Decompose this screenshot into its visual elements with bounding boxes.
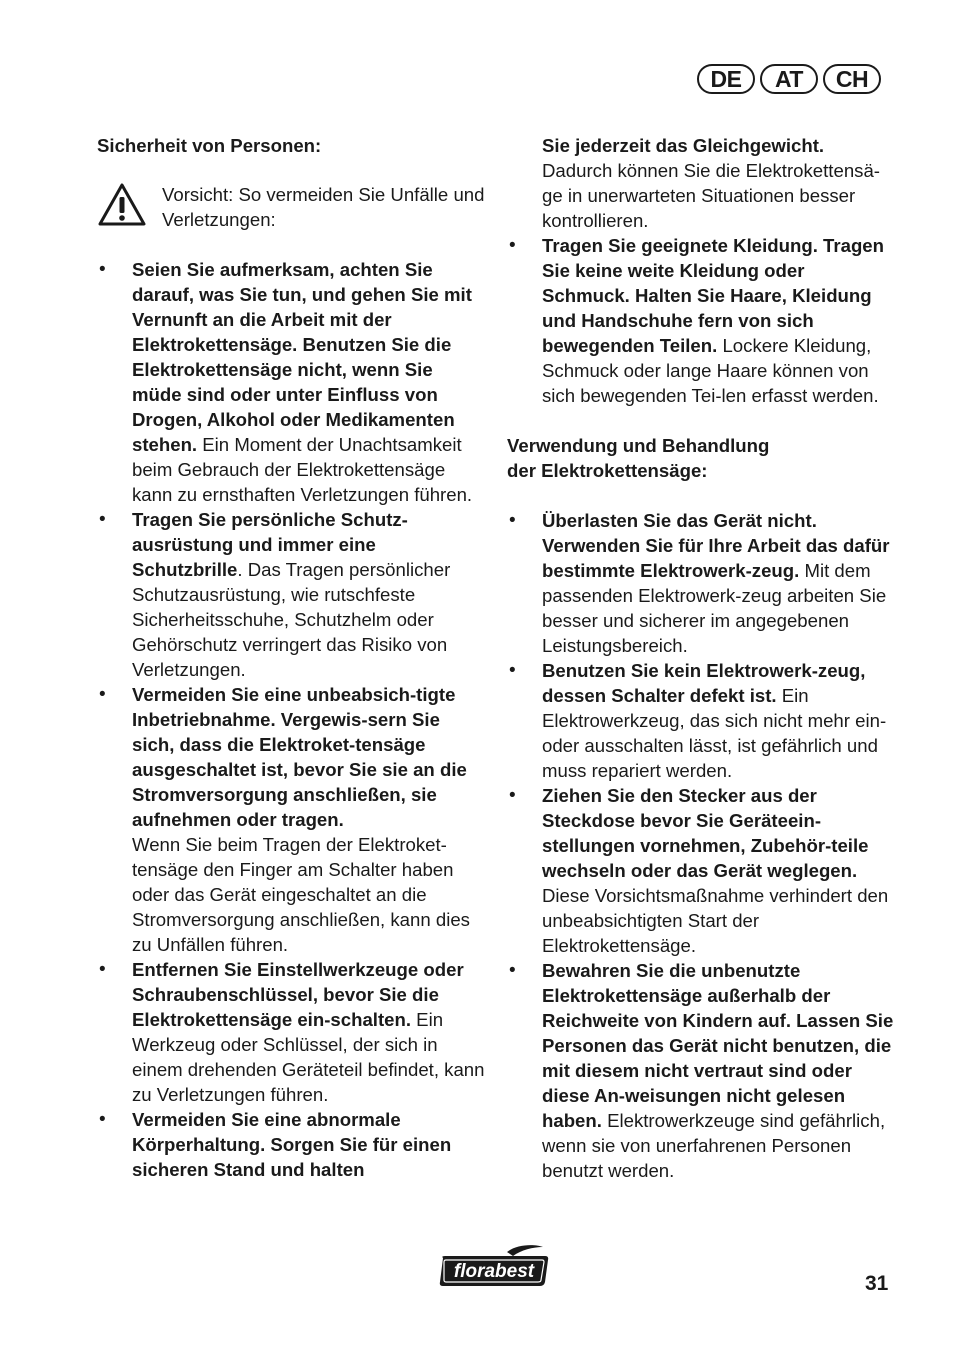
list-item bbox=[507, 783, 897, 958]
list-item bbox=[97, 507, 485, 682]
item-text: Mit dem passenden Elektrowerk-zeug arbeiten Sie besser und sicherer im angegebenen Leistungsbereich. bbox=[542, 560, 887, 656]
item-bold-text: Sie jederzeit das Gleichgewicht. bbox=[542, 135, 825, 156]
list-item bbox=[97, 682, 485, 957]
section-heading-usage bbox=[507, 433, 897, 483]
continued-list-item bbox=[507, 133, 897, 233]
item-bold-text: Vermeiden Sie eine unbeabsich-tigte Inbetriebnahme. Vergewis-sern Sie sich, dass die Elektroket-tensäge ausgeschaltet ist, bevor Sie sie an die Stromversorgung anschließen, sie aufnehmen oder tragen. bbox=[132, 684, 467, 830]
country-badge-at: AT bbox=[760, 64, 818, 94]
logo-text: florabest bbox=[453, 1261, 535, 1282]
item-text: . Das Tragen persönlicher Schutzausrüstung, wie rutschfeste Sicherheitsschuhe, Schutzhelm oder Gehörschutz verringert das Risiko von Verletzungen. bbox=[132, 559, 451, 680]
warning-text: Vorsicht: So vermeiden Sie Unfälle und Verletzungen: bbox=[162, 184, 485, 230]
country-badge-de: DE bbox=[697, 64, 755, 94]
item-bold-text: Ziehen Sie den Stecker aus der Steckdose bevor Sie Geräteein-stellungen vornehmen, Zubehör-teile wechseln oder das Gerät weglegen. bbox=[542, 785, 869, 881]
item-bold-text: Tragen Sie persönliche Schutz-ausrüstung und immer eine Schutzbrille bbox=[132, 509, 408, 580]
warning-triangle-icon bbox=[97, 182, 147, 228]
item-text: Elektrowerkzeuge sind gefährlich, wenn sie von unerfahrenen Personen benutzt werden. bbox=[542, 1110, 886, 1181]
item-text: Ein Moment der Unachtsamkeit beim Gebrauch der Elektrokettensäge kann zu ernsthaften Verletzungen führen. bbox=[132, 434, 473, 505]
item-bold-text: Überlasten Sie das Gerät nicht. Verwenden Sie für Ihre Arbeit das dafür bestimmte Elektrowerk-zeug. bbox=[542, 510, 890, 581]
list-item bbox=[97, 257, 485, 507]
list-item bbox=[507, 508, 897, 658]
list-item bbox=[507, 958, 897, 1183]
item-text: Dadurch können Sie die Elektrokettensä-ge in unerwarteten Situationen besser kontrollieren. bbox=[542, 160, 880, 231]
list-item bbox=[507, 658, 897, 783]
list-item bbox=[97, 957, 485, 1107]
country-badges bbox=[697, 64, 881, 94]
item-bold-text: Tragen Sie geeignete Kleidung. Tragen Sie keine weite Kleidung oder Schmuck. Halten Sie Haare, Kleidung und Handschuhe fern von sich bewegenden Teilen. bbox=[542, 235, 884, 356]
heading-line: der Elektrokettensäge: bbox=[507, 460, 708, 481]
right-bullet-list-a bbox=[507, 233, 897, 408]
left-bullet-list bbox=[97, 257, 485, 1182]
item-text: Ein Werkzeug oder Schlüssel, der sich in einem drehenden Geräteteil befindet, kann zu Verletzungen führen. bbox=[132, 1009, 485, 1105]
right-bullet-list-b bbox=[507, 508, 897, 1183]
section-heading-personal-safety: Sicherheit von Personen: bbox=[97, 135, 322, 156]
right-column bbox=[507, 133, 897, 1183]
item-text: Lockere Kleidung, Schmuck oder lange Haare können von sich bewegenden Tei-len erfasst werden. bbox=[542, 335, 879, 406]
item-text: Diese Vorsichtsmaßnahme verhindert den unbeabsichtigten Start der Elektrokettensäge. bbox=[542, 885, 889, 956]
item-bold-text: Benutzen Sie kein Elektrowerk-zeug, dessen Schalter defekt ist. bbox=[542, 660, 866, 706]
heading-line: Verwendung und Behandlung bbox=[507, 435, 770, 456]
item-bold-text: Entfernen Sie Einstellwerkzeuge oder Schraubenschlüssel, bevor Sie die Elektrokettensäge ein-schalten. bbox=[132, 959, 464, 1030]
item-bold-text: Bewahren Sie die unbenutzte Elektrokettensäge außerhalb der Reichweite von Kindern auf. Lassen Sie Personen das Gerät nicht benutzen, die mit diesem nicht vertraut sind oder diese An-weisungen nicht gelesen haben. bbox=[542, 960, 894, 1131]
page-number: 31 bbox=[865, 1272, 889, 1295]
country-badge-ch: CH bbox=[823, 64, 881, 94]
left-column bbox=[97, 133, 485, 1182]
item-text: Ein Elektrowerkzeug, das sich nicht mehr ein- oder ausschalten lässt, ist gefährlich und muss repariert werden. bbox=[542, 685, 887, 781]
list-item bbox=[97, 1107, 485, 1182]
item-bold-text: Seien Sie aufmerksam, achten Sie darauf, was Sie tun, und gehen Sie mit Vernunft an die Arbeit mit der Elektrokettensäge. Benutzen Sie die Elektrokettensäge nicht, wenn Sie müde sind oder unter Einfluss von Drogen, Alkohol oder Medikamenten stehen. bbox=[132, 259, 472, 455]
warning-notice bbox=[97, 182, 485, 232]
florabest-logo bbox=[437, 1244, 552, 1290]
list-item bbox=[507, 233, 897, 408]
item-bold-text: Vermeiden Sie eine abnormale Körperhaltung. Sorgen Sie für einen sicheren Stand und halten bbox=[132, 1109, 452, 1180]
item-text: Wenn Sie beim Tragen der Elektroket-tensäge den Finger am Schalter haben oder das Gerät eingeschaltet an die Stromversorgung anschließen, kann dies zu Unfällen führen. bbox=[132, 834, 470, 955]
